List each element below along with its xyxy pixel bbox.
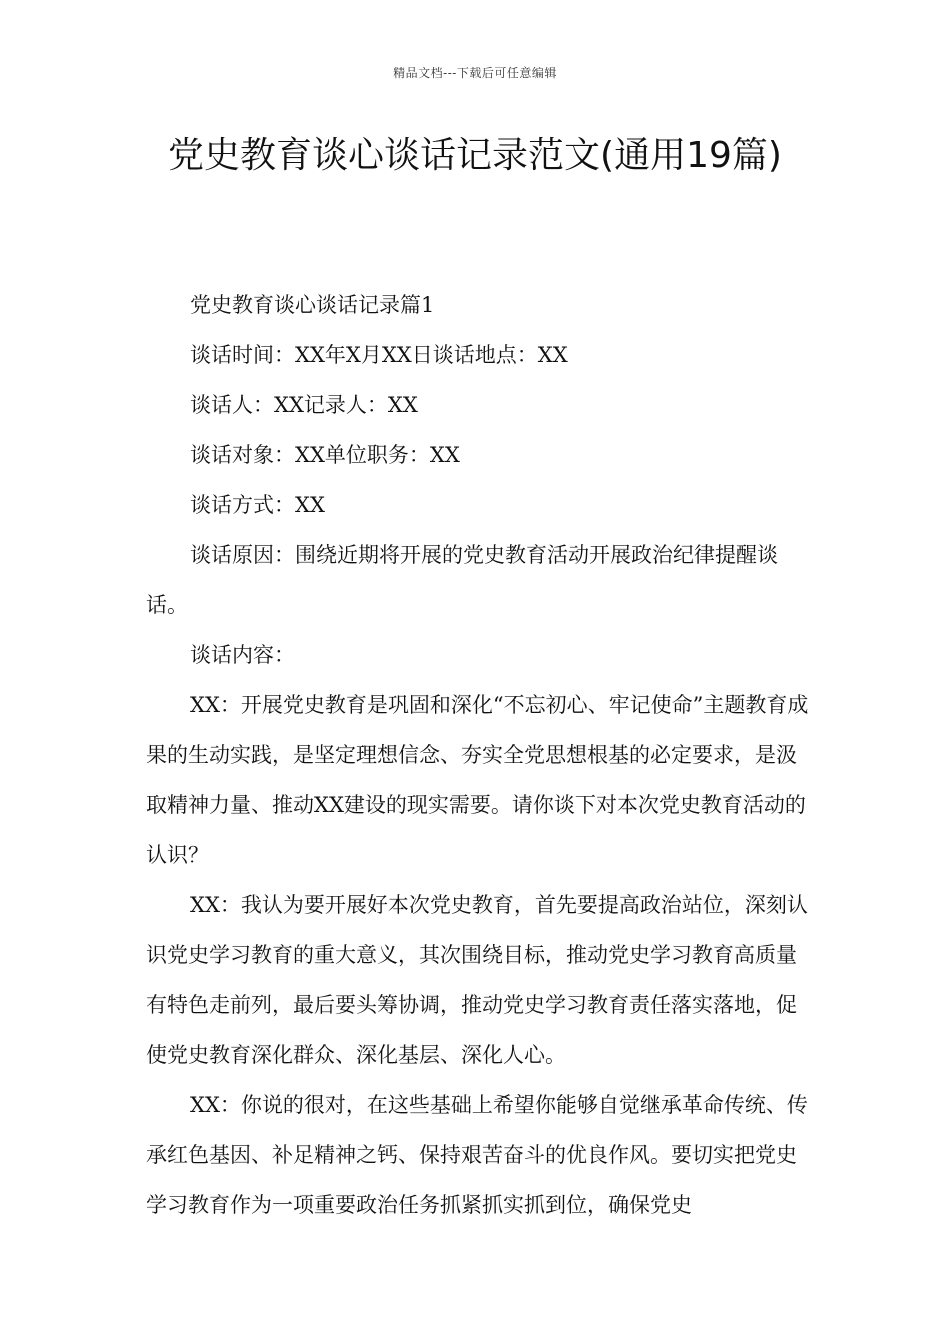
paragraph-dialogue-3: XX：你说的很对，在这些基础上希望你能够自觉继承革命传统、传承红色基因、补足精神之钙、保持艰苦奋斗的优良作风。要切实把党史学习教育作为一项重要政治任务抓紧抓实抓到位，确保党史 (146, 1093, 808, 1217)
paragraph-dialogue-1: XX：开展党史教育是巩固和深化“不忘初心、牢记使命”主题教育成果的生动实践，是坚定理想信念、夯实全党思想根基的必定要求，是汲取精神力量、推动XX建设的现实需要。请你谈下对本次党史教育活动的认识？ (146, 693, 809, 867)
paragraph-content-label: 谈话内容： (190, 643, 295, 667)
document-title: 党史教育谈心谈话记录范文(通用19篇) (168, 135, 782, 176)
paragraph-method: 谈话方式：XX (190, 493, 325, 517)
paragraph-reason: 谈话原因：围绕近期将开展的党史教育活动开展政治纪律提醒谈话。 (146, 543, 778, 617)
document-body (146, 280, 810, 1230)
paragraph-time-place: 谈话时间：XX年X月XX日谈话地点：XX (190, 343, 568, 367)
paragraph-speaker-recorder: 谈话人：XX记录人：XX (190, 393, 418, 417)
header-note: 精品文档---下载后可任意编辑 (393, 66, 557, 80)
paragraph-target-position: 谈话对象：XX单位职务：XX (190, 443, 460, 467)
section-heading: 党史教育谈心谈话记录篇1 (190, 293, 435, 317)
paragraph-dialogue-2: XX：我认为要开展好本次党史教育，首先要提高政治站位，深刻认识党史学习教育的重大意义，其次围绕目标，推动党史学习教育高质量有特色走前列，最后要头筹协调，推动党史学习教育责任落实落地，促使党史教育深化群众、深化基层、深化人心。 (146, 893, 808, 1067)
